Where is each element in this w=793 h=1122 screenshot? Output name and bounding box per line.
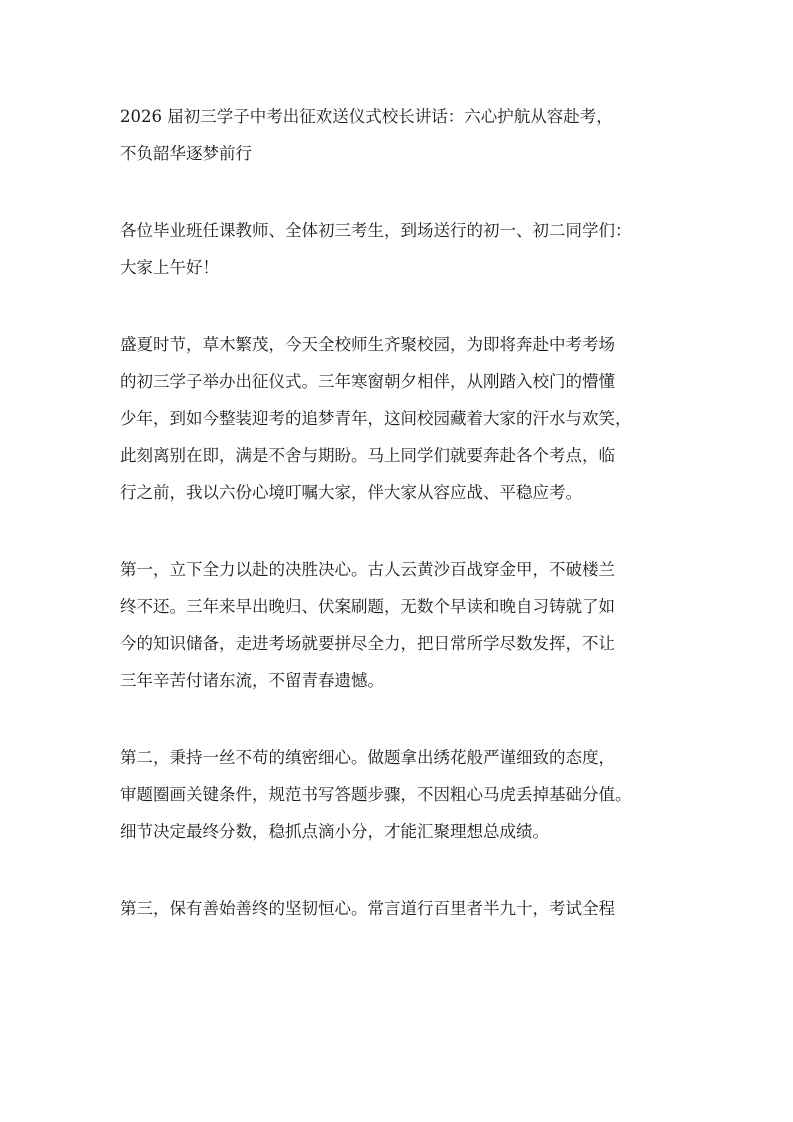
text-line: 行之前，我以六份心境叮嘱大家，伴大家从容应战、平稳应考。 xyxy=(120,483,582,502)
text-line: 今的知识储备，走进考场就要拼尽全力，把日常所学尽数发挥，不让 xyxy=(120,634,615,653)
greeting-paragraph xyxy=(120,212,676,286)
speech-title xyxy=(120,98,676,172)
text-line: 此刻离别在即，满是不舍与期盼。马上同学们就要奔赴各个考点，临 xyxy=(120,446,615,465)
text-line: 终不还。三年来早出晚归、伏案刷题，无数个早读和晚自习铸就了如 xyxy=(120,597,615,616)
text-line: 三年辛苦付诸东流，不留青春遗憾。 xyxy=(120,671,384,690)
text-line: 盛夏时节，草木繁茂，今天全校师生齐聚校园，为即将奔赴中考考场 xyxy=(120,335,615,354)
second-point-paragraph xyxy=(120,739,676,850)
title-line: 2026 届初三学子中考出征欢送仪式校长讲话：六心护航从容赴考， xyxy=(120,107,613,126)
speech-text xyxy=(120,98,676,967)
text-line: 的初三学子举办出征仪式。三年寒窗朝夕相伴，从刚踏入校门的懵懂 xyxy=(120,372,615,391)
text-line: 少年，到如今整装迎考的追梦青年，这间校园藏着大家的汗水与欢笑， xyxy=(120,409,632,428)
text-line: 大家上午好！ xyxy=(120,258,219,277)
intro-paragraph xyxy=(120,326,676,511)
first-point-paragraph xyxy=(120,551,676,699)
title-line: 不负韶华逐梦前行 xyxy=(120,144,252,163)
text-line: 第二，秉持一丝不苟的缜密细心。做题拿出绣花般严谨细致的态度， xyxy=(120,748,615,767)
text-line: 各位毕业班任课教师、全体初三考生，到场送行的初一、初二同学们： xyxy=(120,221,632,240)
text-line: 审题圈画关键条件，规范书写答题步骤，不因粗心马虎丢掉基础分值。 xyxy=(120,785,632,804)
third-point-paragraph xyxy=(120,890,676,927)
text-line: 第三，保有善始善终的坚韧恒心。常言道行百里者半九十，考试全程 xyxy=(120,899,615,918)
text-line: 细节决定最终分数，稳抓点滴小分，才能汇聚理想总成绩。 xyxy=(120,822,549,841)
text-line: 第一，立下全力以赴的决胜决心。古人云黄沙百战穿金甲，不破楼兰 xyxy=(120,560,615,579)
